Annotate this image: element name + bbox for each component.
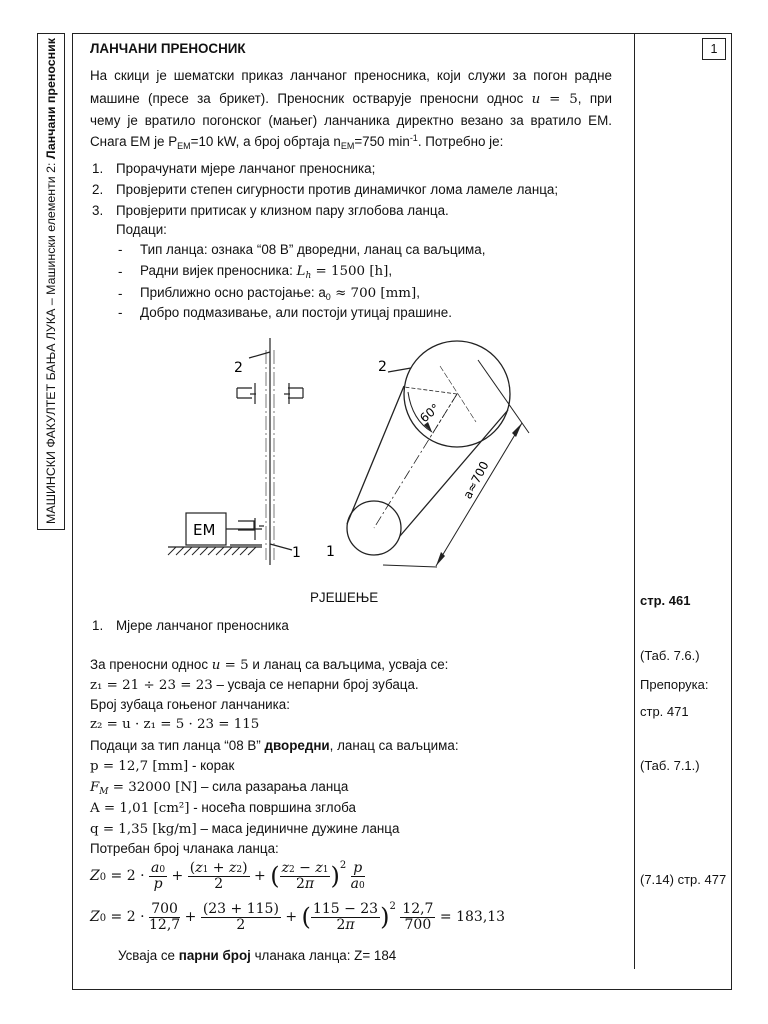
side-note-table-7-6: (Таб. 7.6.) bbox=[640, 648, 700, 663]
side-note-recommendation: Препорука: bbox=[640, 677, 709, 692]
intro-line-4: Снага ЕМ је $P_{EM}=10$ kW, а број обртаја $n_{EM}=750$ $\min^{-1}$. Потребно је: bbox=[90, 133, 504, 151]
chain-strand-upper bbox=[347, 386, 404, 524]
formula-z2: z₂ = u · z₁ = 5 · 23 = 115 bbox=[90, 717, 260, 732]
task-1-text: Прорачунати мјере ланчаног преносника; bbox=[116, 161, 376, 176]
formula-z0-symbolic: Z0 = 2 · $\frac{a0}{p}$ + $\frac{(z1 + z2)}{2}$ + ( $\frac{z2 - z1}{2\pi}$ )$^2$ $\frac{p}{a0}$ bbox=[90, 859, 365, 892]
page-number: 1 bbox=[702, 38, 726, 60]
distance-label: a≈700 bbox=[460, 459, 492, 502]
side-note-table-7-1: (Таб. 7.1.) bbox=[640, 758, 700, 773]
formula-mass: q = 1,35 [kg/m] – маса јединичне дужине ланца bbox=[90, 821, 400, 837]
task-1-number: 1. bbox=[92, 161, 104, 176]
data-item-2-text: Радни вијек преносника: $L_h = 1500$ [h], bbox=[140, 263, 393, 281]
formula-z0-numeric: Z0 = 2 · $\frac{700}{12,7}$ + $\frac{(23 + 115)}{2}$ + ( $\frac{115 - 23}{2\pi}$ )$^2$ $\frac{12,7}{700}$ = 183,13 bbox=[90, 900, 506, 933]
data-item-1-text: Тип ланца: ознака “08 B” дворедни, ланац са ваљцима, bbox=[140, 242, 486, 257]
motor-label: EM bbox=[193, 521, 216, 539]
intro-line-1: На скици је шематски приказ ланчаног преносника, који служи за погон радне bbox=[90, 68, 612, 83]
data-item-4-text: Добро подмазивање, али постоји утицај прашине. bbox=[140, 305, 452, 320]
formula-pitch: p = 12,7 [mm] - корак bbox=[90, 758, 235, 774]
data-item-4-dash: - bbox=[118, 305, 123, 320]
task-3-number: 3. bbox=[92, 203, 104, 218]
side-note-equation-ref: (7.14) стр. 477 bbox=[640, 872, 727, 887]
right-label-2: 2 bbox=[378, 359, 387, 375]
task-2-text: Провјерити степен сигурности против динамичког лома ламеле ланца; bbox=[116, 182, 559, 197]
section-1-number: 1. bbox=[92, 618, 104, 633]
section-1-title: Мјере ланчаног преносника bbox=[116, 618, 289, 633]
body-paragraph-4: Потребан број чланака ланца: bbox=[90, 841, 279, 856]
left-label-2: 2 bbox=[234, 360, 243, 376]
data-heading: Подаци: bbox=[116, 222, 167, 237]
task-2-number: 2. bbox=[92, 182, 104, 197]
body-paragraph-1: За преносни однос u = 5 и ланац са ваљцима, усваја се: bbox=[90, 657, 449, 673]
sidebar-label: МАШИНСКИ ФАКУЛТЕТ БАЊА ЛУКА – Машински елементи 2: Ланчани преносник bbox=[44, 38, 58, 524]
final-conclusion: Усваја се парни број чланака ланца: Z= 184 bbox=[118, 948, 397, 963]
data-item-1-dash: - bbox=[118, 242, 123, 257]
task-3-text: Провјерити притисак у клизном пару зглобова ланца. bbox=[116, 203, 449, 218]
solution-heading: РЈЕШЕЊЕ bbox=[310, 590, 379, 605]
data-item-3-text: Приближно осно растојање: $a_0 \approx 700$ [mm], bbox=[140, 285, 420, 302]
intro-line-2: машине (пресе за брикет). Преносник остварује преносни однос u = 5, при bbox=[90, 91, 613, 107]
data-item-3-dash: - bbox=[118, 286, 123, 301]
data-item-2-dash: - bbox=[118, 264, 123, 279]
body-paragraph-3: Подаци за тип ланца “08 B” дворедни, ланац са ваљцима: bbox=[90, 738, 459, 753]
left-label-1: 1 bbox=[292, 545, 301, 561]
body-paragraph-2: Број зубаца гоњеног ланчаника: bbox=[90, 697, 290, 712]
formula-z1: z₁ = 21 ÷ 23 = 23 – усваја се непарни број зубаца. bbox=[90, 677, 419, 693]
side-note-page: стр. 461 bbox=[640, 593, 691, 608]
formula-breaking-force: $F_M = 32000$ [N] – сила разарања ланца bbox=[90, 779, 349, 797]
page-title: ЛАНЧАНИ ПРЕНОСНИК bbox=[90, 41, 246, 56]
angle-label: 60° bbox=[417, 400, 443, 426]
formula-bearing-area: A = 1,01 [cm²] - носећа површина зглоба bbox=[90, 800, 356, 816]
intro-line-3: чему је вратило погонског (мањег) ланчаника директно везано за вратило ЕМ. bbox=[90, 113, 612, 128]
side-note-page-471: стр. 471 bbox=[640, 704, 689, 719]
right-label-1: 1 bbox=[326, 544, 335, 560]
